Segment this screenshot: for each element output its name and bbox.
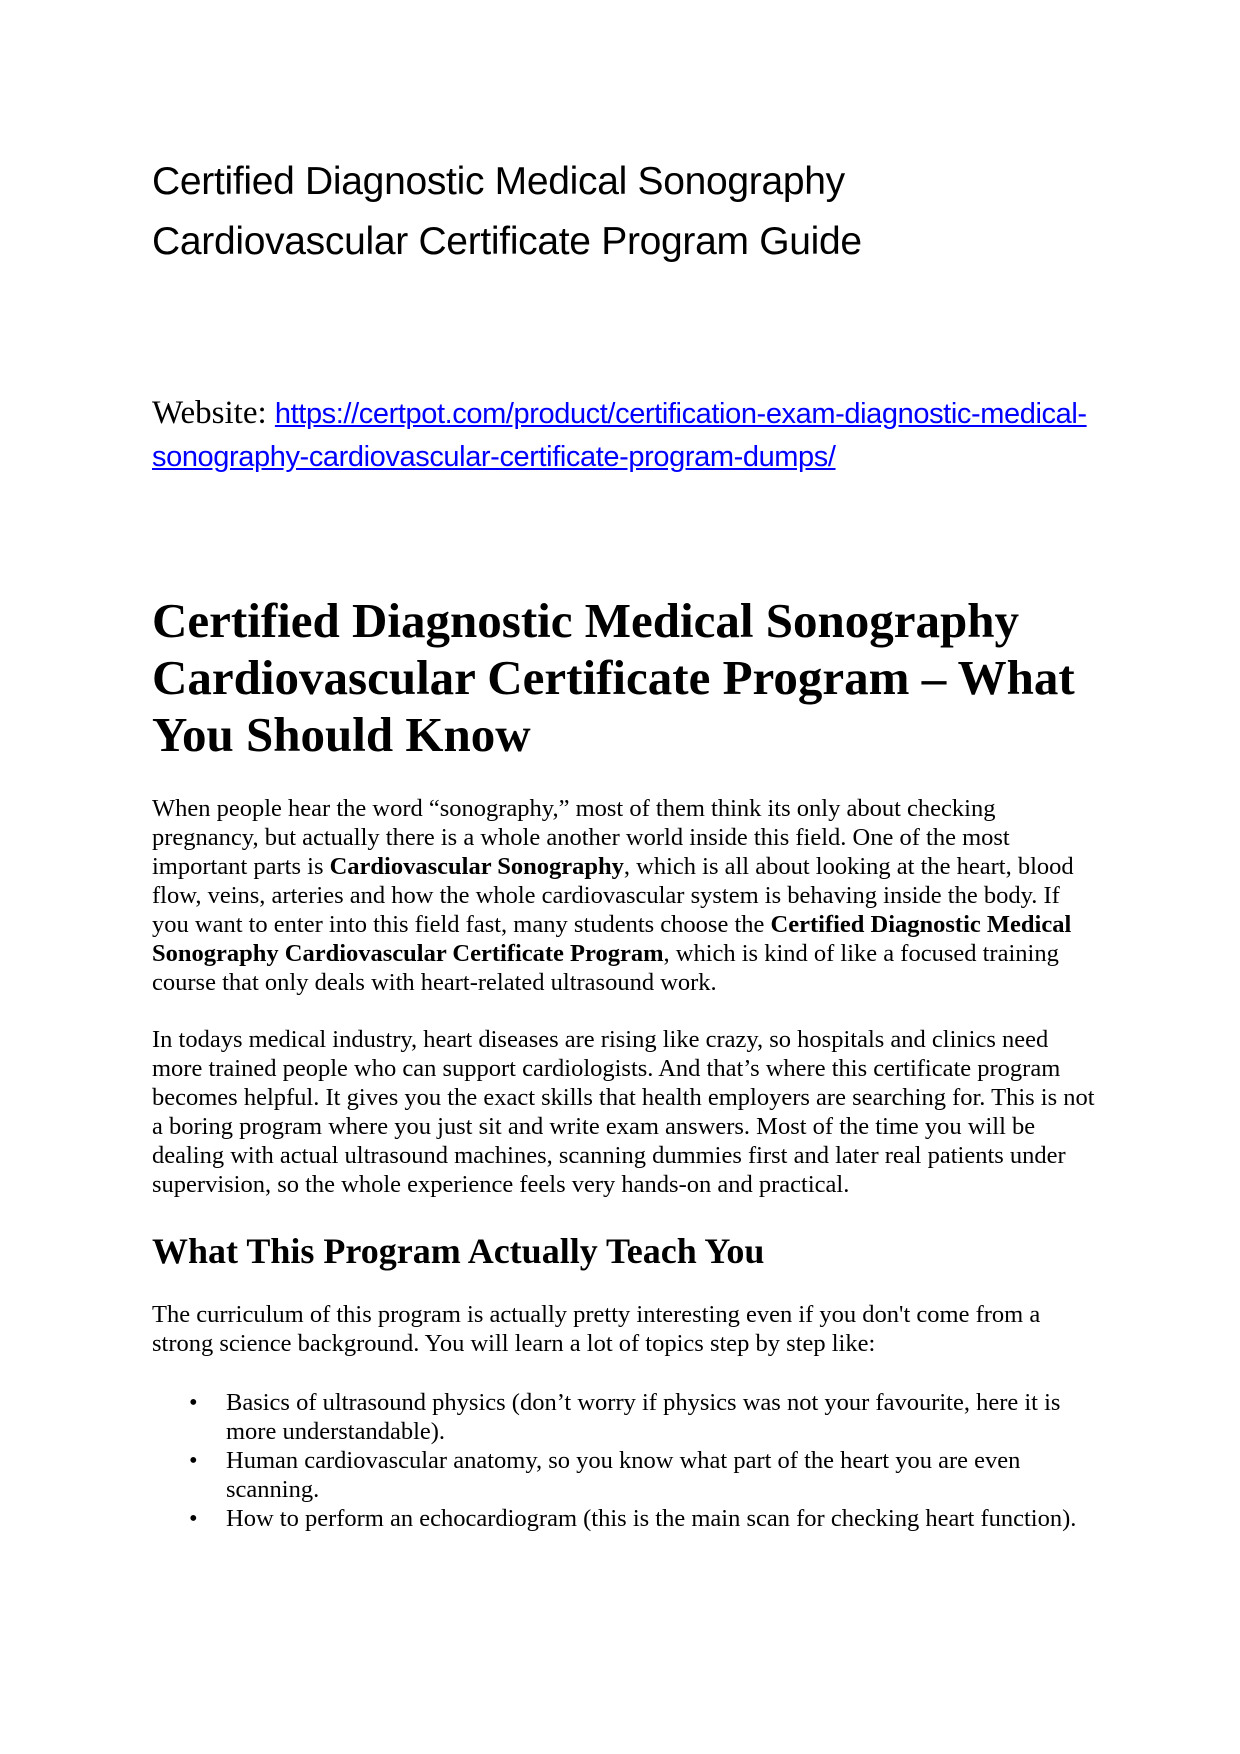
bullet-icon: •: [189, 1447, 198, 1474]
bullet-icon: •: [189, 1389, 198, 1416]
text: , which is all about looking at the heart, blood flow, veins, arteries and how the whole cardiovascular system is behaving inside the body. If you want to enter into this field fast, many students choose the: [152, 853, 1074, 938]
website-label: Website:: [152, 395, 267, 431]
intro-paragraph: [152, 794, 1102, 997]
text: , which is kind of like a focused training course that only deals with heart-related ultrasound work.: [152, 940, 1059, 996]
list-item: [152, 1446, 1102, 1504]
list-item: [152, 1388, 1102, 1446]
bold-text: Certified Diagnostic Medical Sonography Cardiovascular Certificate Program: [152, 911, 1072, 967]
bold-text: Cardiovascular Sonography: [329, 853, 624, 880]
list-item-text: How to perform an echocardiogram (this is the main scan for checking heart function).: [226, 1505, 1077, 1532]
list-item: [152, 1504, 1102, 1533]
document-title: Certified Diagnostic Medical Sonography Cardiovascular Certificate Program Guide: [152, 160, 862, 263]
section-heading: What This Program Actually Teach You: [152, 1231, 765, 1271]
list-item-text: Human cardiovascular anatomy, so you know what part of the heart you are even scanning.: [226, 1447, 1021, 1503]
topics-list: [152, 1388, 1102, 1533]
website-link[interactable]: https://certpot.com/product/certification-exam-diagnostic-medical-sonography-cardiovascular-certificate-program-dumps/: [152, 398, 1087, 473]
list-item-text: Basics of ultrasound physics (don’t worry if physics was not your favourite, here it is more understandable).: [226, 1389, 1061, 1445]
text: When people hear the word “sonography,” most of them think its only about checking pregnancy, but actually there is a whole another world inside this field. One of the most important parts is: [152, 795, 1010, 880]
curriculum-paragraph: The curriculum of this program is actually pretty interesting even if you don't come from a strong science background. You will learn a lot of topics step by step like:: [152, 1301, 1041, 1357]
industry-paragraph: In todays medical industry, heart diseases are rising like crazy, so hospitals and clinics need more trained people who can support cardiologists. And that’s where this certificate program becomes helpful. It gives you the exact skills that health employers are searching for. This is not a boring program where you just sit and write exam answers. Most of the time you will be dealing with actual ultrasound machines, scanning dummies first and later real patients under supervision, so the whole experience feels very hands-on and practical.: [152, 1026, 1095, 1198]
main-heading: Certified Diagnostic Medical Sonography Cardiovascular Certificate Program – What You Should Know: [152, 593, 1075, 762]
bullet-icon: •: [189, 1505, 198, 1532]
website-line: [152, 392, 1102, 478]
